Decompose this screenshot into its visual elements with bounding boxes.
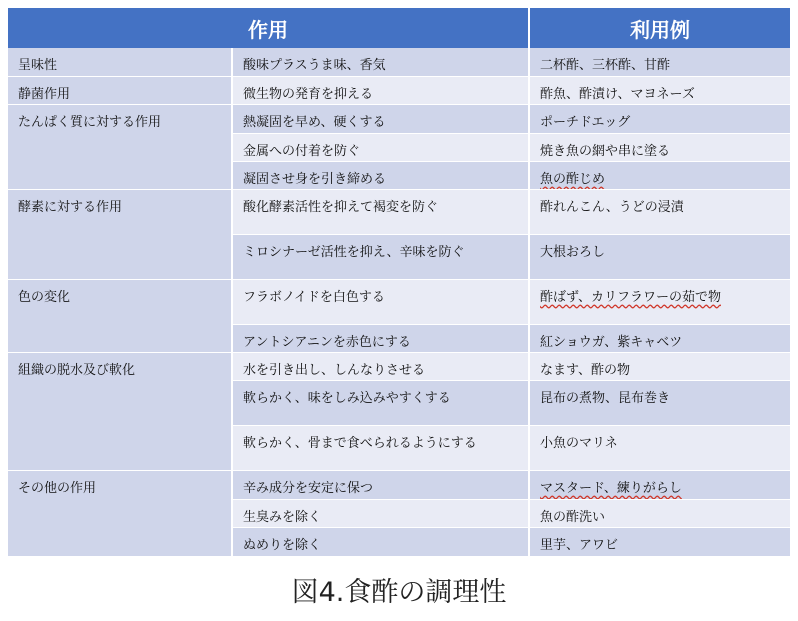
example-cell: 二杯酢、三杯酢、甘酢 — [529, 48, 790, 76]
example-cell: 焼き魚の網や串に塗る — [529, 133, 790, 161]
effect-cell: フラボノイドを白色する — [232, 279, 529, 324]
effect-cell: 軟らかく、味をしみ込みやすくする — [232, 380, 529, 425]
table-row — [8, 352, 790, 380]
effect-cell: 水を引き出し、しんなりさせる — [232, 352, 529, 380]
effect-cell: 辛み成分を安定に保つ — [232, 470, 529, 499]
effect-cell: 酸味プラスうま味、香気 — [232, 48, 529, 76]
table-header-row — [8, 8, 790, 48]
example-cell — [529, 161, 790, 189]
effect-cell: アントシアニンを赤色にする — [232, 324, 529, 352]
table-row — [8, 189, 790, 234]
example-cell: なます、酢の物 — [529, 352, 790, 380]
category-cell: 呈味性 — [8, 48, 232, 76]
effect-cell: 酸化酵素活性を抑えて褐変を防ぐ — [232, 189, 529, 234]
table-row — [8, 470, 790, 499]
example-cell — [529, 470, 790, 499]
category-cell: 組織の脱水及び軟化 — [8, 352, 232, 470]
example-cell: 酢れんこん、うどの浸漬 — [529, 189, 790, 234]
figure-caption: 図4.食酢の調理性 — [291, 577, 507, 608]
example-text: 酢ばず、カリフラワーの茹で物 — [540, 289, 721, 305]
example-cell — [529, 279, 790, 324]
header-effect: 作用 — [8, 8, 529, 48]
category-cell: 静菌作用 — [8, 76, 232, 104]
effect-cell: ミロシナーゼ活性を抑え、辛味を防ぐ — [232, 234, 529, 279]
example-cell: 魚の酢洗い — [529, 499, 790, 527]
category-cell: 色の変化 — [8, 279, 232, 352]
example-text: 魚の酢じめ — [540, 171, 606, 187]
header-example: 利用例 — [529, 8, 790, 48]
example-cell: 大根おろし — [529, 234, 790, 279]
category-cell: たんぱく質に対する作用 — [8, 104, 232, 189]
table-row — [8, 48, 790, 76]
example-cell: 里芋、アワビ — [529, 527, 790, 556]
vinegar-properties-table — [8, 8, 790, 557]
table-row — [8, 104, 790, 133]
effect-cell: ぬめりを除く — [232, 527, 529, 556]
example-cell: 昆布の煮物、昆布巻き — [529, 380, 790, 425]
effect-cell: 凝固させ身を引き締める — [232, 161, 529, 189]
example-cell: ポーチドエッグ — [529, 104, 790, 133]
example-cell: 小魚のマリネ — [529, 425, 790, 470]
table-row — [8, 76, 790, 104]
effect-cell: 微生物の発育を抑える — [232, 76, 529, 104]
effect-cell: 金属への付着を防ぐ — [232, 133, 529, 161]
example-text: マスタード、練りがらし — [540, 480, 682, 496]
table-row — [8, 279, 790, 324]
example-cell: 酢魚、酢漬け、マヨネーズ — [529, 76, 790, 104]
category-cell: 酵素に対する作用 — [8, 189, 232, 279]
example-cell: 紅ショウガ、紫キャベツ — [529, 324, 790, 352]
effect-cell: 生臭みを除く — [232, 499, 529, 527]
effect-cell: 軟らかく、骨まで食べられるようにする — [232, 425, 529, 470]
effect-cell: 熱凝固を早め、硬くする — [232, 104, 529, 133]
category-cell: その他の作用 — [8, 470, 232, 556]
